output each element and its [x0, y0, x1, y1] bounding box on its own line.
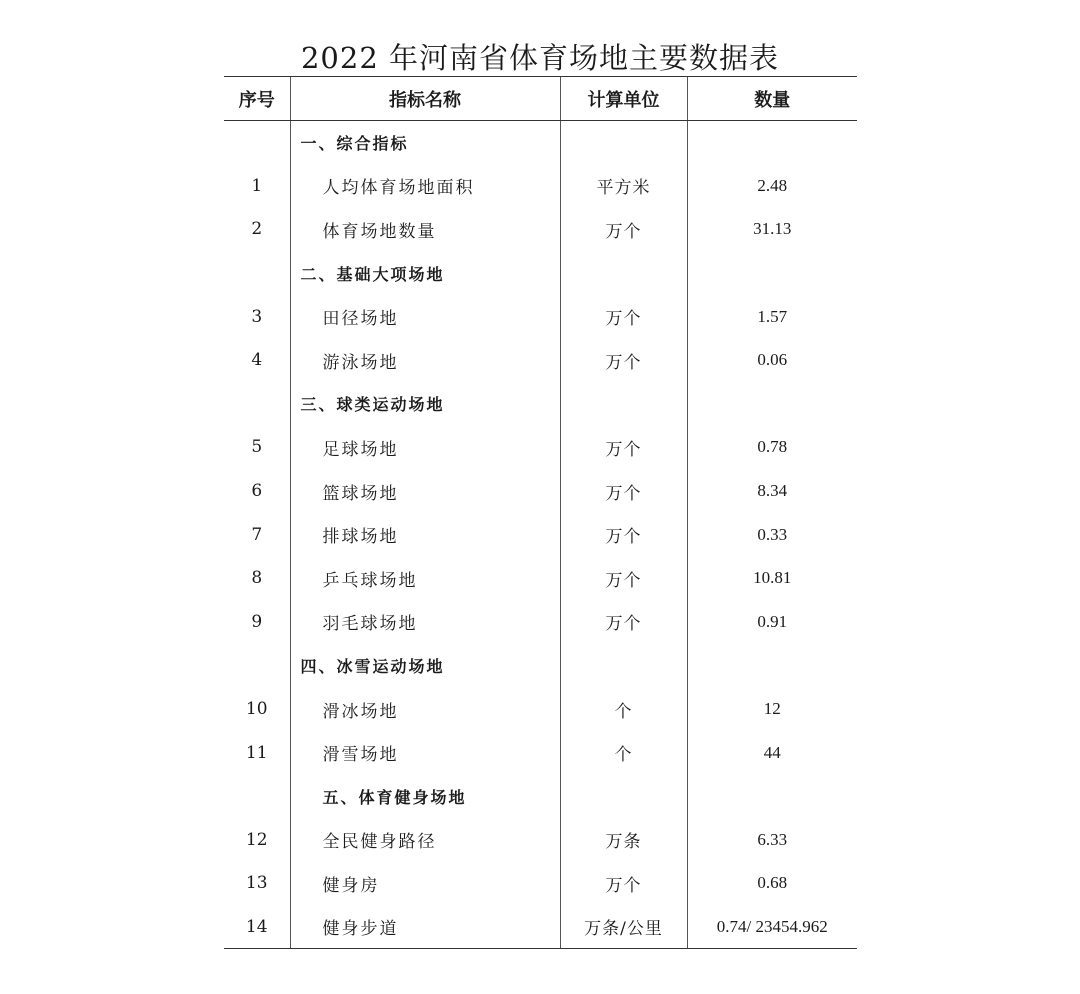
row-seq: 5 [251, 437, 263, 458]
table-row [224, 208, 857, 252]
row-seq: 10 [245, 699, 268, 720]
row-name: 体育场地数量 [290, 208, 560, 252]
section-seq-cell [224, 382, 290, 426]
section-value-cell [687, 382, 857, 426]
row-name: 滑雪场地 [290, 731, 560, 775]
row-value: 0.06 [687, 338, 857, 382]
row-value: 12 [687, 687, 857, 731]
header-seq: 序号 [224, 77, 290, 121]
section-seq-cell [224, 644, 290, 688]
section-seq-cell [224, 251, 290, 295]
section-unit-cell [560, 251, 687, 295]
row-value: 0.33 [687, 513, 857, 557]
row-name: 乒乓球场地 [290, 556, 560, 600]
table-row [224, 295, 857, 339]
row-unit: 万个 [560, 513, 687, 557]
section-row [224, 774, 857, 818]
table-row [224, 338, 857, 382]
row-name: 田径场地 [290, 295, 560, 339]
row-value: 1.57 [687, 295, 857, 339]
row-name: 游泳场地 [290, 338, 560, 382]
row-seq: 1 [251, 175, 263, 196]
row-value: 10.81 [687, 556, 857, 600]
section-unit-cell [560, 644, 687, 688]
section-label: 五、体育健身场地 [290, 774, 560, 818]
row-value: 0.91 [687, 600, 857, 644]
row-value: 6.33 [687, 818, 857, 862]
section-row [224, 251, 857, 295]
section-label: 四、冰雪运动场地 [290, 644, 560, 688]
section-seq-cell [224, 121, 290, 165]
table-row [224, 164, 857, 208]
section-value-cell [687, 121, 857, 165]
section-label: 一、综合指标 [290, 121, 560, 165]
header-value: 数量 [687, 77, 857, 121]
table-row [224, 905, 857, 949]
row-unit: 万条 [560, 818, 687, 862]
row-unit: 万个 [560, 862, 687, 906]
table-header-row [224, 77, 857, 121]
row-unit: 个 [560, 687, 687, 731]
row-seq: 7 [251, 524, 263, 545]
row-seq: 8 [251, 568, 263, 589]
row-unit: 平方米 [560, 164, 687, 208]
table-row [224, 426, 857, 470]
row-value: 0.74/ 23454.962 [687, 905, 857, 949]
row-seq: 12 [245, 829, 268, 850]
row-name: 足球场地 [290, 426, 560, 470]
row-value: 2.48 [687, 164, 857, 208]
row-unit: 万条/公里 [560, 905, 687, 949]
section-unit-cell [560, 121, 687, 165]
table-row [224, 818, 857, 862]
row-value: 0.68 [687, 862, 857, 906]
row-unit: 万个 [560, 469, 687, 513]
table-row [224, 556, 857, 600]
data-table [224, 76, 857, 949]
row-name: 羽毛球场地 [290, 600, 560, 644]
row-seq: 14 [224, 905, 290, 949]
section-row [224, 382, 857, 426]
row-unit: 万个 [560, 556, 687, 600]
page-title: 2022 年河南省体育场地主要数据表 [300, 41, 780, 75]
section-row [224, 121, 857, 165]
row-unit: 万个 [560, 295, 687, 339]
row-seq: 11 [245, 742, 268, 763]
row-name: 健身步道 [290, 905, 560, 949]
header-unit: 计算单位 [560, 77, 687, 121]
row-name: 人均体育场地面积 [290, 164, 560, 208]
section-label: 二、基础大项场地 [290, 251, 560, 295]
row-seq: 6 [251, 481, 263, 502]
row-seq: 9 [251, 611, 263, 632]
table-row [224, 600, 857, 644]
row-seq: 3 [251, 306, 263, 327]
row-value: 44 [687, 731, 857, 775]
row-unit: 万个 [560, 426, 687, 470]
section-label: 三、球类运动场地 [290, 382, 560, 426]
row-value: 31.13 [687, 208, 857, 252]
section-value-cell [687, 774, 857, 818]
table-row [224, 862, 857, 906]
row-value: 0.78 [687, 426, 857, 470]
section-seq-cell [224, 774, 290, 818]
header-name: 指标名称 [290, 77, 560, 121]
section-row [224, 644, 857, 688]
table-row [224, 469, 857, 513]
table-body [224, 121, 857, 949]
table-row [224, 513, 857, 557]
row-name: 健身房 [290, 862, 560, 906]
table-row [224, 687, 857, 731]
row-unit: 万个 [560, 208, 687, 252]
row-unit: 万个 [560, 338, 687, 382]
row-name: 排球场地 [290, 513, 560, 557]
section-unit-cell [560, 774, 687, 818]
row-seq: 4 [251, 350, 263, 371]
section-value-cell [687, 251, 857, 295]
row-unit: 万个 [560, 600, 687, 644]
section-value-cell [687, 644, 857, 688]
row-value: 8.34 [687, 469, 857, 513]
row-name: 篮球场地 [290, 469, 560, 513]
row-seq: 13 [245, 873, 268, 894]
row-unit: 个 [560, 731, 687, 775]
section-unit-cell [560, 382, 687, 426]
table-row [224, 731, 857, 775]
row-name: 滑冰场地 [290, 687, 560, 731]
row-name: 全民健身路径 [290, 818, 560, 862]
row-seq: 2 [251, 219, 263, 240]
